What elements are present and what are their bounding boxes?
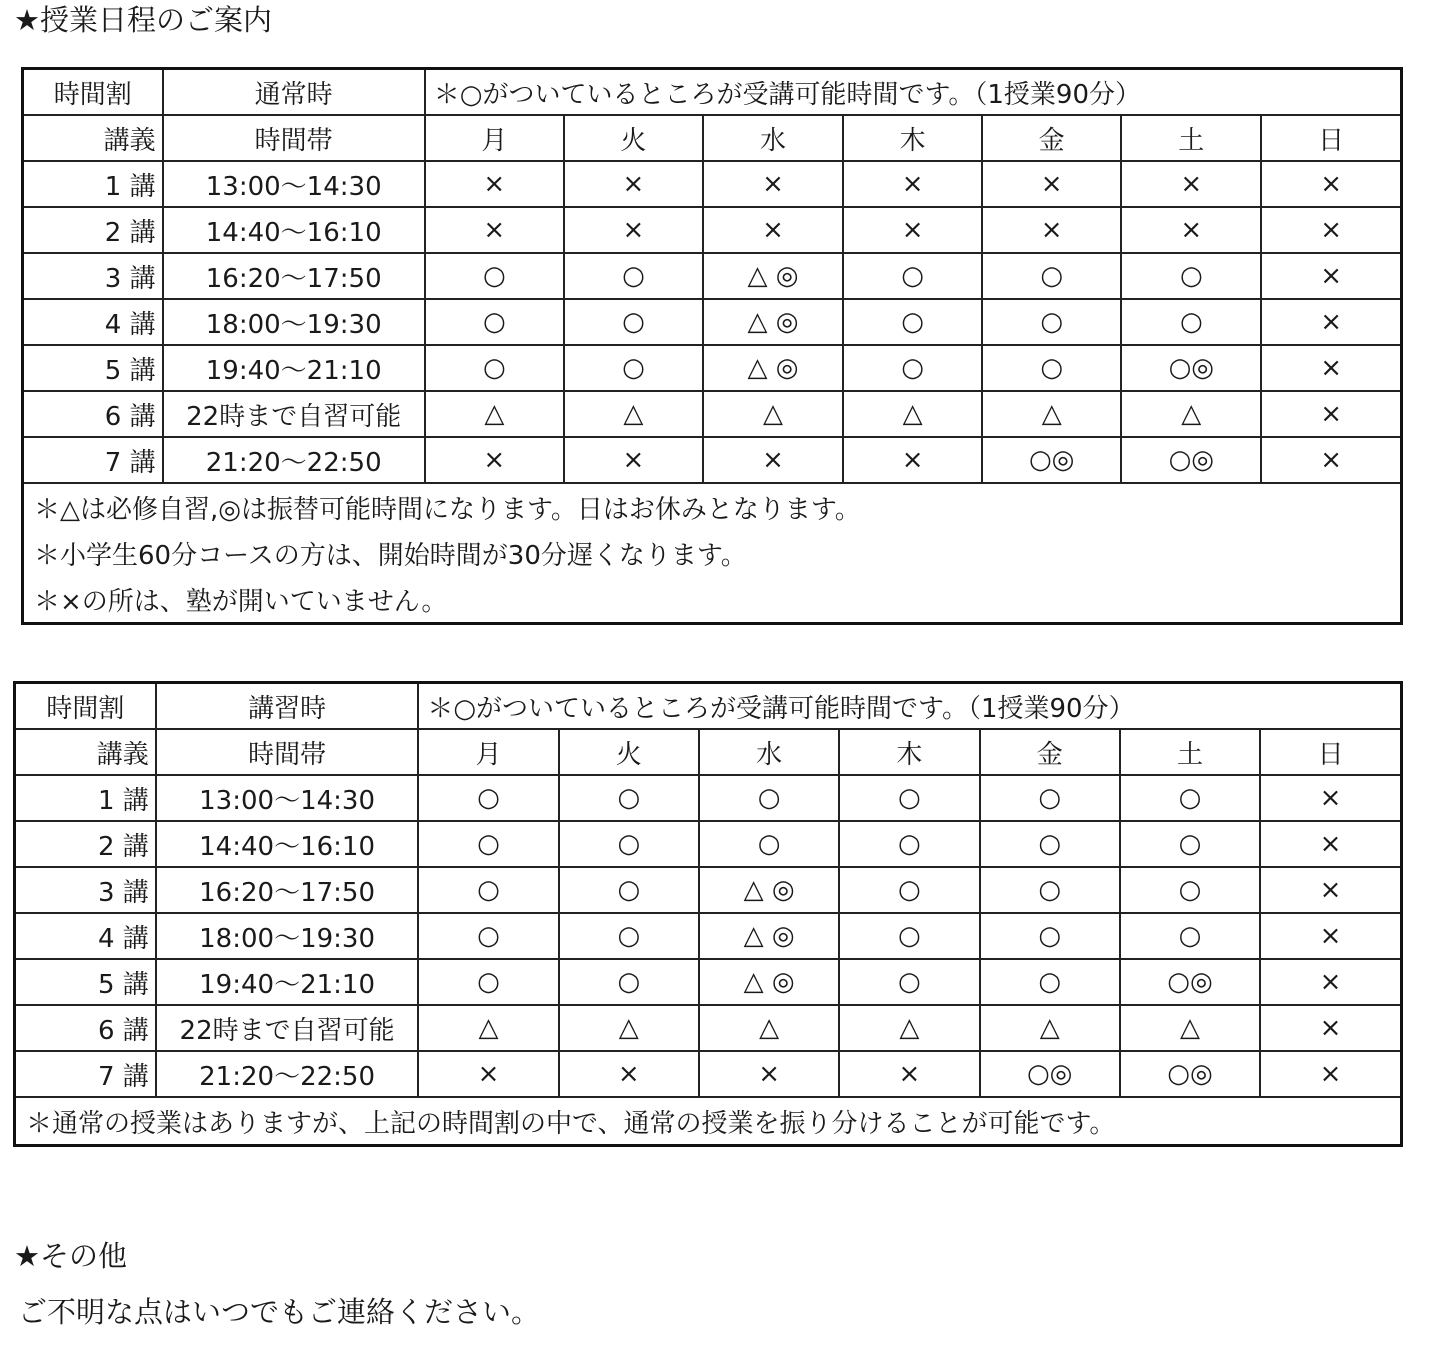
availability-mark: × bbox=[843, 437, 982, 483]
lecture-number: 5 講 bbox=[15, 959, 156, 1005]
table-subheader-row bbox=[15, 729, 1402, 775]
availability-mark: △ bbox=[703, 391, 843, 437]
table-row bbox=[15, 1051, 1402, 1097]
availability-mark: × bbox=[1261, 253, 1401, 299]
availability-mark: × bbox=[703, 437, 843, 483]
availability-mark: ○ bbox=[982, 253, 1121, 299]
availability-mark: × bbox=[418, 1051, 558, 1097]
lecture-number: 7 講 bbox=[23, 437, 163, 483]
time-slot: 22時まで自習可能 bbox=[156, 1005, 419, 1051]
availability-mark: × bbox=[1260, 821, 1401, 867]
lecture-number: 3 講 bbox=[15, 867, 156, 913]
availability-mark: ○ bbox=[839, 913, 979, 959]
table-body bbox=[23, 69, 1402, 624]
time-slot: 19:40～21:10 bbox=[163, 345, 425, 391]
availability-mark: ○ bbox=[564, 345, 703, 391]
availability-mark: × bbox=[1261, 299, 1401, 345]
availability-mark: ○ bbox=[559, 775, 699, 821]
time-slot: 18:00～19:30 bbox=[156, 913, 419, 959]
availability-mark: ○ bbox=[982, 299, 1121, 345]
availability-mark: ○ bbox=[980, 821, 1120, 867]
table-row bbox=[23, 253, 1402, 299]
availability-mark: △ bbox=[982, 391, 1121, 437]
availability-mark: × bbox=[425, 161, 564, 207]
availability-mark: ○ bbox=[980, 867, 1120, 913]
availability-mark: × bbox=[1260, 1005, 1401, 1051]
subheader-day: 火 bbox=[564, 115, 703, 161]
availability-mark: ○ bbox=[699, 775, 839, 821]
availability-mark: △ bbox=[980, 1005, 1120, 1051]
header-cell-note: ＊○がついているところが受講可能時間です。（1授業90分） bbox=[418, 683, 1401, 730]
table-row bbox=[23, 161, 1402, 207]
availability-mark: ○ bbox=[839, 867, 979, 913]
availability-mark: ○ bbox=[980, 959, 1120, 1005]
availability-mark: × bbox=[1261, 391, 1401, 437]
availability-mark: × bbox=[843, 207, 982, 253]
time-slot: 14:40～16:10 bbox=[163, 207, 425, 253]
availability-mark: ○ bbox=[564, 253, 703, 299]
subheader-day: 土 bbox=[1120, 729, 1260, 775]
table-row bbox=[23, 437, 1402, 483]
availability-mark: ○◎ bbox=[980, 1051, 1120, 1097]
availability-mark: × bbox=[1260, 959, 1401, 1005]
availability-mark: × bbox=[1261, 207, 1401, 253]
note-row bbox=[23, 530, 1402, 576]
availability-mark: △ ◎ bbox=[699, 959, 839, 1005]
subheader-day: 水 bbox=[703, 115, 843, 161]
note-text: ＊△は必修自習,◎は振替可能時間になります。日はお休みとなります。 bbox=[23, 483, 1402, 530]
subheader-day: 日 bbox=[1260, 729, 1401, 775]
availability-mark: ○ bbox=[1121, 299, 1261, 345]
availability-mark: ○ bbox=[425, 253, 564, 299]
availability-mark: ○◎ bbox=[1120, 959, 1260, 1005]
page-heading-schedule: ★授業日程のご案内 bbox=[14, 3, 272, 37]
table-header-row bbox=[23, 69, 1402, 116]
availability-mark: × bbox=[1260, 775, 1401, 821]
regular-schedule-table bbox=[21, 67, 1403, 625]
availability-mark: × bbox=[564, 161, 703, 207]
lecture-number: 4 講 bbox=[23, 299, 163, 345]
availability-mark: × bbox=[425, 207, 564, 253]
availability-mark: △ ◎ bbox=[699, 867, 839, 913]
availability-mark: × bbox=[564, 437, 703, 483]
lecture-number: 2 講 bbox=[23, 207, 163, 253]
availability-mark: ○ bbox=[699, 821, 839, 867]
availability-mark: × bbox=[1121, 161, 1261, 207]
availability-mark: ○ bbox=[843, 299, 982, 345]
availability-mark: △ bbox=[1121, 391, 1261, 437]
availability-mark: ○ bbox=[839, 821, 979, 867]
availability-mark: ○ bbox=[559, 821, 699, 867]
availability-mark: ○ bbox=[418, 867, 558, 913]
subheader-day: 火 bbox=[559, 729, 699, 775]
availability-mark: × bbox=[1261, 161, 1401, 207]
table-subheader-row bbox=[23, 115, 1402, 161]
availability-mark: ○ bbox=[425, 345, 564, 391]
availability-mark: ○ bbox=[1120, 867, 1260, 913]
table-body bbox=[15, 683, 1402, 1146]
header-cell-timetable: 時間割 bbox=[15, 683, 156, 730]
availability-mark: ○ bbox=[418, 775, 558, 821]
availability-mark: × bbox=[982, 207, 1121, 253]
availability-mark: ○ bbox=[843, 253, 982, 299]
availability-mark: × bbox=[843, 161, 982, 207]
subheader-day: 土 bbox=[1121, 115, 1261, 161]
availability-mark: × bbox=[1121, 207, 1261, 253]
availability-mark: △ bbox=[564, 391, 703, 437]
lecture-number: 5 講 bbox=[23, 345, 163, 391]
time-slot: 14:40～16:10 bbox=[156, 821, 419, 867]
availability-mark: ○ bbox=[839, 959, 979, 1005]
header-cell-mode: 通常時 bbox=[163, 69, 425, 116]
table-row bbox=[15, 1005, 1402, 1051]
availability-mark: × bbox=[699, 1051, 839, 1097]
availability-mark: ○ bbox=[843, 345, 982, 391]
table-row bbox=[23, 299, 1402, 345]
availability-mark: ○ bbox=[839, 775, 979, 821]
lecture-number: 2 講 bbox=[15, 821, 156, 867]
availability-mark: × bbox=[1260, 1051, 1401, 1097]
time-slot: 16:20～17:50 bbox=[163, 253, 425, 299]
subheader-day: 日 bbox=[1261, 115, 1401, 161]
table-row bbox=[15, 867, 1402, 913]
availability-mark: △ bbox=[425, 391, 564, 437]
availability-mark: △ bbox=[843, 391, 982, 437]
note-text: ＊小学生60分コースの方は、開始時間が30分遅くなります。 bbox=[34, 540, 747, 571]
availability-mark: × bbox=[1260, 867, 1401, 913]
availability-mark: ○◎ bbox=[982, 437, 1121, 483]
seasonal-schedule-table bbox=[13, 681, 1403, 1147]
time-slot: 16:20～17:50 bbox=[156, 867, 419, 913]
availability-mark: × bbox=[1261, 345, 1401, 391]
time-slot: 22時まで自習可能 bbox=[163, 391, 425, 437]
table-row bbox=[15, 913, 1402, 959]
header-cell-mode: 講習時 bbox=[156, 683, 419, 730]
table-row bbox=[23, 207, 1402, 253]
availability-mark: ○ bbox=[1120, 821, 1260, 867]
availability-mark: ○◎ bbox=[1120, 1051, 1260, 1097]
lecture-number: 4 講 bbox=[15, 913, 156, 959]
availability-mark: △ bbox=[559, 1005, 699, 1051]
note-row bbox=[15, 1097, 1402, 1146]
subheader-day: 木 bbox=[839, 729, 979, 775]
subheader-day: 月 bbox=[425, 115, 564, 161]
availability-mark: △ ◎ bbox=[703, 345, 843, 391]
table-row bbox=[15, 821, 1402, 867]
availability-mark: ○ bbox=[418, 821, 558, 867]
availability-mark: ○ bbox=[980, 775, 1120, 821]
subheader-lecture: 講義 bbox=[23, 115, 163, 161]
lecture-number: 7 講 bbox=[15, 1051, 156, 1097]
time-slot: 18:00～19:30 bbox=[163, 299, 425, 345]
availability-mark: × bbox=[1261, 437, 1401, 483]
table-row bbox=[23, 345, 1402, 391]
lecture-number: 1 講 bbox=[23, 161, 163, 207]
availability-mark: △ ◎ bbox=[703, 299, 843, 345]
time-slot: 21:20～22:50 bbox=[156, 1051, 419, 1097]
table-row bbox=[15, 959, 1402, 1005]
table-row bbox=[23, 391, 1402, 437]
availability-mark: ○ bbox=[559, 867, 699, 913]
availability-mark: △ ◎ bbox=[699, 913, 839, 959]
availability-mark: ○ bbox=[980, 913, 1120, 959]
table-header-row bbox=[15, 683, 1402, 730]
availability-mark: ○ bbox=[559, 913, 699, 959]
time-slot: 21:20～22:50 bbox=[163, 437, 425, 483]
time-slot: 13:00～14:30 bbox=[163, 161, 425, 207]
closing-text: ご不明な点はいつでもご連絡ください。 bbox=[18, 1295, 541, 1329]
availability-mark: ○◎ bbox=[1121, 345, 1261, 391]
section-heading-other: ★その他 bbox=[14, 1239, 127, 1273]
availability-mark: × bbox=[982, 161, 1121, 207]
time-slot: 19:40～21:10 bbox=[156, 959, 419, 1005]
subheader-timeslot: 時間帯 bbox=[156, 729, 419, 775]
subheader-timeslot: 時間帯 bbox=[163, 115, 425, 161]
time-slot: 13:00～14:30 bbox=[156, 775, 419, 821]
subheader-lecture: 講義 bbox=[15, 729, 156, 775]
note-row bbox=[23, 483, 1402, 530]
availability-mark: × bbox=[559, 1051, 699, 1097]
availability-mark: △ bbox=[839, 1005, 979, 1051]
lecture-number: 3 講 bbox=[23, 253, 163, 299]
availability-mark: × bbox=[839, 1051, 979, 1097]
availability-mark: ○ bbox=[1120, 775, 1260, 821]
availability-mark: ○◎ bbox=[1121, 437, 1261, 483]
availability-mark: △ bbox=[699, 1005, 839, 1051]
note-row bbox=[23, 576, 1402, 624]
availability-mark: × bbox=[425, 437, 564, 483]
lecture-number: 1 講 bbox=[15, 775, 156, 821]
availability-mark: ○ bbox=[418, 913, 558, 959]
availability-mark: ○ bbox=[1121, 253, 1261, 299]
availability-mark: ○ bbox=[418, 959, 558, 1005]
note-text: ＊×の所は、塾が開いていません。 bbox=[34, 586, 448, 617]
availability-mark: × bbox=[703, 207, 843, 253]
subheader-day: 金 bbox=[980, 729, 1120, 775]
availability-mark: △ ◎ bbox=[703, 253, 843, 299]
subheader-day: 木 bbox=[843, 115, 982, 161]
availability-mark: △ bbox=[418, 1005, 558, 1051]
lecture-number: 6 講 bbox=[23, 391, 163, 437]
availability-mark: ○ bbox=[982, 345, 1121, 391]
availability-mark: ○ bbox=[425, 299, 564, 345]
availability-mark: × bbox=[564, 207, 703, 253]
header-cell-timetable: 時間割 bbox=[23, 69, 163, 116]
subheader-day: 水 bbox=[699, 729, 839, 775]
availability-mark: △ bbox=[1120, 1005, 1260, 1051]
subheader-day: 金 bbox=[982, 115, 1121, 161]
availability-mark: ○ bbox=[1120, 913, 1260, 959]
subheader-day: 月 bbox=[418, 729, 558, 775]
availability-mark: × bbox=[1260, 913, 1401, 959]
lecture-number: 6 講 bbox=[15, 1005, 156, 1051]
availability-mark: × bbox=[703, 161, 843, 207]
availability-mark: ○ bbox=[559, 959, 699, 1005]
availability-mark: ○ bbox=[564, 299, 703, 345]
note-text: ＊通常の授業はありますが、上記の時間割の中で、通常の授業を振り分けることが可能です。 bbox=[15, 1097, 1402, 1146]
table-row bbox=[15, 775, 1402, 821]
header-cell-note: ＊○がついているところが受講可能時間です。（1授業90分） bbox=[425, 69, 1402, 116]
